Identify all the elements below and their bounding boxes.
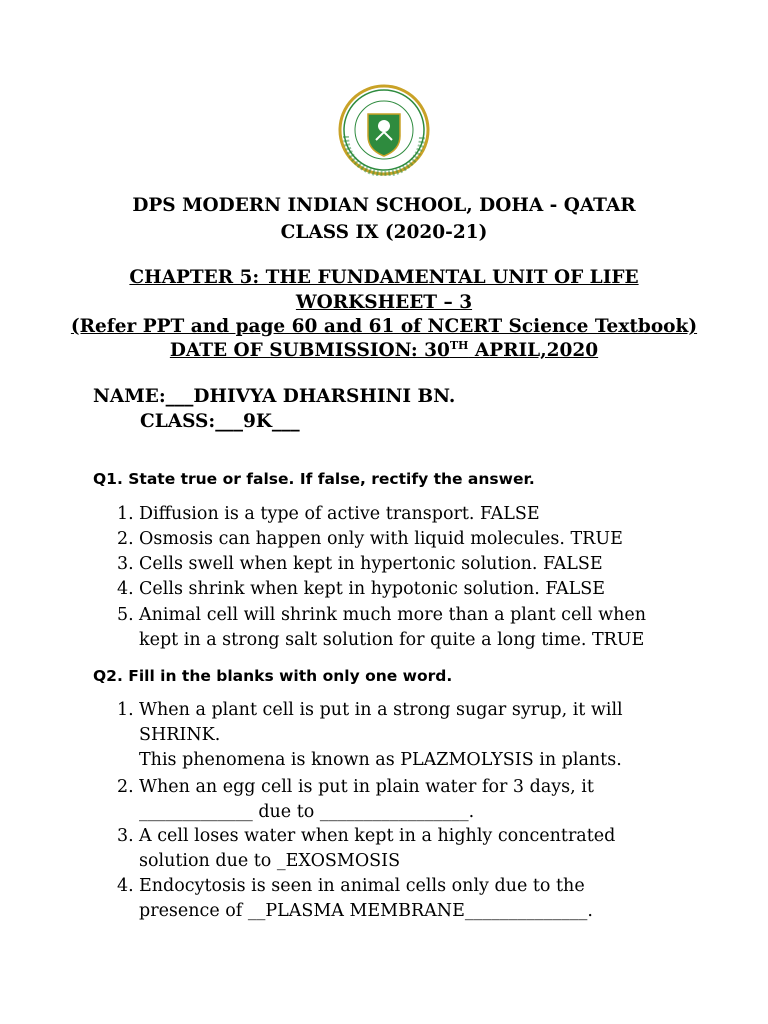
chapter-title: CHAPTER 5: THE FUNDAMENTAL UNIT OF LIFE xyxy=(129,267,639,288)
list-item xyxy=(117,874,593,924)
item-number: 2. xyxy=(117,777,134,797)
item-text: Diffusion is a type of active transport. FALSE xyxy=(139,504,540,524)
item-number: 1. xyxy=(117,504,134,524)
question-1-title: Q1. State true or false. If false, rectify the answer. xyxy=(93,470,535,488)
item-number: 4. xyxy=(117,876,134,896)
item-number: 5. xyxy=(117,605,134,625)
refer-note: (Refer PPT and page 60 and 61 of NCERT Science Textbook) xyxy=(70,316,698,337)
student-class: CLASS:___9K___ xyxy=(140,411,300,432)
item-text: solution due to _EXOSMOSIS xyxy=(139,851,401,871)
item-text: presence of __PLASMA MEMBRANE______________. xyxy=(139,901,593,921)
school-name: DPS MODERN INDIAN SCHOOL, DOHA - QATAR xyxy=(132,195,636,216)
item-number: 2. xyxy=(117,529,134,549)
question-2-title: Q2. Fill in the blanks with only one word. xyxy=(93,667,453,685)
school-crest-icon xyxy=(338,84,430,176)
item-text: This phenomena is known as PLAZMOLYSIS in plants. xyxy=(139,750,622,770)
submission-date: DATE OF SUBMISSION: 30TH APRIL,2020 xyxy=(169,338,599,361)
item-number: 3. xyxy=(117,554,134,574)
list-item xyxy=(117,824,615,874)
item-text: Cells swell when kept in hypertonic solution. FALSE xyxy=(139,554,603,574)
class-year: CLASS IX (2020-21) xyxy=(280,222,488,243)
item-text: _____________ due to _________________. xyxy=(139,802,475,822)
item-text: SHRINK. xyxy=(139,725,221,745)
item-text: Osmosis can happen only with liquid molecules. TRUE xyxy=(139,529,623,549)
worksheet-title: WORKSHEET – 3 xyxy=(295,292,473,313)
item-number: 3. xyxy=(117,826,134,846)
item-text: Animal cell will shrink much more than a plant cell when xyxy=(139,605,646,625)
list-item xyxy=(117,577,605,602)
item-text: When an egg cell is put in plain water for 3 days, it xyxy=(139,777,594,797)
student-name: NAME:___DHIVYA DHARSHINI BN. xyxy=(93,386,456,407)
list-item xyxy=(117,603,646,653)
list-item xyxy=(117,502,540,527)
list-item xyxy=(117,775,594,825)
item-text: kept in a strong salt solution for quite a long time. TRUE xyxy=(139,630,645,650)
item-number: 1. xyxy=(117,700,134,720)
list-item xyxy=(117,698,623,773)
item-text: When a plant cell is put in a strong sugar syrup, it will xyxy=(139,700,623,720)
list-item xyxy=(117,552,603,577)
item-number: 4. xyxy=(117,579,134,599)
item-text: Cells shrink when kept in hypotonic solution. FALSE xyxy=(139,579,606,599)
list-item xyxy=(117,527,623,552)
item-text: A cell loses water when kept in a highly concentrated xyxy=(139,826,616,846)
item-text: Endocytosis is seen in animal cells only due to the xyxy=(139,876,585,896)
